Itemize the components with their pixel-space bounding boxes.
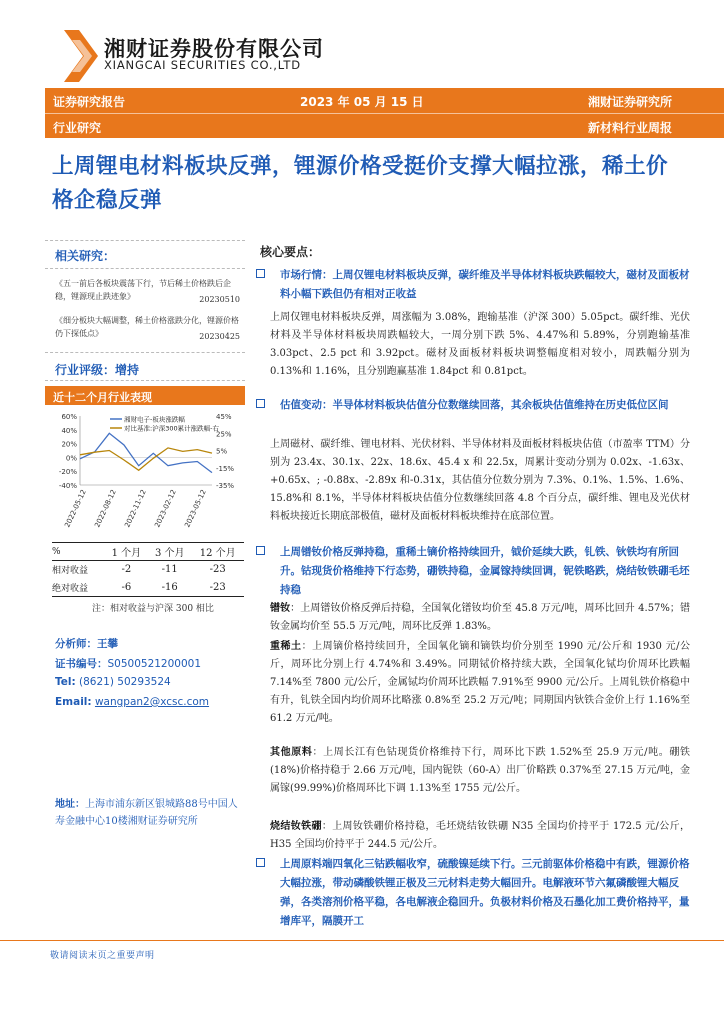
paragraph-text: ：上周镝价格持续回升，全国氧化镝和镝铁均价分别至 1990 元/公斤和 1930 元/公斤，周环比分别上行 4.74%和 3.49%。同期铽价格持续大跌，全国氧化铽均价周环比跌幅 7.14%至 7800 元/公斤，金属铽均价周环比跌幅 7.91%至 9900 元/公斤。上周钆铁价格稳中有升，钆铁全国内均价周环比略涨 0.8%至 25.2 万元/吨；同期国内钬铁合金价上行 1.16%至 61.2 万元/吨。 — [270, 641, 691, 724]
related-item-date: 20230510 — [199, 295, 240, 304]
tel-row — [55, 676, 171, 688]
paragraph — [270, 600, 690, 636]
checkbox-icon — [256, 858, 265, 867]
core-points-heading: 核心要点： — [260, 245, 321, 259]
y-left-tick-label: -20% — [58, 468, 77, 477]
cert-label: 证书编号： — [55, 658, 108, 670]
header-band-bottom — [45, 113, 724, 138]
paragraph — [270, 818, 690, 854]
header-band-top — [45, 88, 724, 113]
bullet-market — [256, 266, 696, 304]
bullet-prices — [256, 543, 696, 600]
paragraph: 上周仅锂电材料板块反弹，周涨幅为 3.08%，跑输基准（沪深 300）5.05pct。碳纤维、光伏材料及半导体材料板块周跌幅较大，一周分别下跌 5%、4.47%和 5.89%，分别跑输基准 3.03pct、2.5 pct 和 3.92pct。磁材及面板材料板块调整幅度相对较小，周跌幅分别为 0.13%和 1.16%，且分别跑赢基准 1.84pct 和 0.81pct。 — [270, 312, 690, 377]
table-header-cell: 12 个月 — [191, 543, 244, 561]
divider — [45, 240, 245, 241]
x-tick-label: 2022-05-12 — [63, 488, 88, 529]
bullet-lithium — [256, 855, 696, 931]
email-link[interactable]: wangpan2@xcsc.com — [94, 696, 210, 708]
report-category: 行业研究 — [53, 121, 102, 135]
table-cell: -6 — [105, 579, 148, 597]
y-right-tick-label: 25% — [216, 430, 232, 439]
table-cell: 相对收益 — [52, 566, 89, 577]
report-series: 新材料行业周报 — [587, 121, 672, 135]
divider — [45, 352, 245, 353]
rating-value: 增持 — [115, 363, 140, 377]
y-right-tick-label: -15% — [216, 464, 235, 473]
paragraph-text: ：上周钕铁硼价格持稳，毛坯烧结钕铁硼 N35 全国均价持平于 172.5 元/公斤，H35 全国均价持平于 244.5 元/公斤。 — [270, 821, 691, 850]
related-heading: 相关研究： — [55, 249, 116, 263]
paragraph-text: ：上周长江有色钴现货价格维持下行，周环比下跌 1.52%至 25.9 万元/吨。硼铁(18%)价格持稳于 2.66 万元/吨，国内铌铁（60-A）出厂价略跌 0.37%至 27.15 万元/吨，金属镓(99.99%)价格周环比下调 1.13%至 1755 元/公斤。 — [270, 747, 690, 794]
series-line — [80, 433, 212, 472]
divider — [45, 268, 245, 269]
company-name-cn: 湘财证券股份有限公司 — [104, 37, 324, 61]
bullet-heading: 估值变动：半导体材料板块估值分位数继续回落，其余板块估值维持在历史低位区间 — [280, 399, 669, 411]
cert-number: S0500521200001 — [107, 658, 202, 670]
table-cell: -16 — [148, 579, 191, 597]
y-right-tick-label: -35% — [216, 482, 235, 490]
paragraph-text: ：上周镨钕价格反弹后持稳，全国氧化镨钕均价至 45.8 万元/吨，周环比回升 4.57%；镨钕金属均价至 55.5 万元/吨，周环比反弹 1.83%。 — [270, 603, 690, 632]
table-cell: -11 — [161, 564, 178, 576]
related-item[interactable] — [55, 277, 240, 307]
related-item-text: 《细分板块大幅调整，稀土价格涨跌分化，锂源价格仍下探低点》 — [55, 316, 239, 338]
table-cell: -23 — [191, 579, 244, 597]
related-item-text: 《五一前后各板块震荡下行，节后稀土价格跌后企稳，锂源现止跌迹象》 — [55, 279, 231, 301]
table-row — [52, 579, 244, 597]
address-label: 地址： — [55, 799, 85, 810]
table-cell: 绝对收益 — [52, 579, 105, 597]
y-right-tick-label: 5% — [216, 447, 228, 456]
tel-number: (8621) 50293524 — [79, 676, 171, 688]
paragraph: 上周磁材、碳纤维、锂电材料、光伏材料、半导体材料及面板材料板块估值（市盈率 TTM）分别为 23.4x、30.1x、22x、18.6x、45.4 x 和 22.5x，周累计变动分别为 0.02x、-1.63x、+0.65x、; -0.88x、-2.89x 和-0.31x，其估值分位数分别为 7.3%、0.1%、1.5%、1.6%、15.8%和 8.1%，半导体材料板块估值分位数继续回落 4.8 个百分点，碳纤维、锂电及光伏材料板块接近长期底部极值，磁材及面板材料板块维持在底部位置。 — [270, 439, 690, 522]
analyst-row — [55, 636, 118, 651]
table-row — [52, 561, 244, 579]
x-tick-label: 2022-11-12 — [123, 488, 148, 529]
checkbox-icon — [256, 546, 265, 555]
table-header-row — [52, 543, 244, 561]
report-type: 证券研究报告 — [53, 95, 126, 109]
y-left-tick-label: 0% — [65, 454, 77, 463]
table-header-cell: 1 个月 — [105, 543, 148, 561]
footer-rule — [0, 940, 724, 941]
legend-label: 对比基准:沪深300累计涨跌幅-右 — [124, 424, 219, 433]
analyst-label: 分析师： — [55, 638, 97, 650]
analyst-name: 王攀 — [97, 638, 118, 650]
table-header-cell: % — [52, 543, 105, 561]
x-tick-label: 2022-08-12 — [93, 488, 118, 529]
table-cell: -23 — [209, 564, 226, 576]
cert-row — [55, 656, 201, 671]
table-cell: -2 — [121, 564, 132, 576]
tel-label: Tel: — [55, 676, 76, 688]
related-item[interactable] — [55, 314, 240, 344]
footer-disclaimer: 敬请阅读末页之重要声明 — [50, 951, 155, 961]
company-logo — [62, 28, 100, 84]
performance-heading: 近十二个月行业表现 — [45, 386, 245, 405]
divider — [45, 380, 245, 381]
institute-name: 湘财证券研究所 — [587, 95, 672, 109]
address-block — [55, 796, 245, 830]
email-label: Email: — [55, 696, 92, 708]
report-date: 2023 年 05 月 15 日 — [300, 95, 424, 109]
y-left-tick-label: 60% — [61, 413, 77, 421]
performance-table — [52, 542, 244, 597]
rating-row — [55, 361, 139, 378]
checkbox-icon — [256, 399, 265, 408]
y-right-tick-label: 45% — [216, 413, 232, 421]
bullet-heading: 上周原料端四氧化三钴跌幅收窄，硫酸镍延续下行。三元前驱体价格稳中有跌，锂源价格大幅拉涨，带动磷酸铁锂正极及三元材料走势大幅回升。电解液环节六氟磷酸锂大幅反弹，各类溶剂价格平稳，各电解液企稳回升。负极材料价格及石墨化加工费价格持平，量增库平，隔膜开工 — [280, 858, 690, 927]
bullet-heading: 市场行情：上周仅锂电材料板块反弹，碳纤维及半导体材料板块跌幅较大，磁材及面板材料小幅下跌但仍有相对正收益 — [280, 269, 690, 300]
paragraph-label: 重稀土 — [270, 641, 302, 652]
bullet-heading: 上周镨钕价格反弹持稳，重稀土镝价格持续回升，钺价延续大跌，钆铁、钬铁均有所回升。钴现货价格维持下行态势，硼铁持稳，金属镓持续回调，铌铁略跌，烧结钕铁硼毛坯持稳 — [280, 546, 690, 596]
x-tick-label: 2023-02-12 — [153, 488, 178, 529]
bullet-valuation — [256, 396, 696, 415]
report-title: 上周锂电材料板块反弹，锂源价格受挺价支撑大幅拉涨，稀土价格企稳反弹 — [52, 154, 669, 213]
performance-chart — [52, 410, 240, 538]
x-tick-label: 2023-05-12 — [183, 488, 208, 529]
rating-label: 行业评级： — [55, 363, 116, 377]
email-row — [55, 696, 209, 708]
table-note: 注：相对收益与沪深 300 相比 — [92, 604, 214, 614]
paragraph-label: 镨钕 — [270, 603, 291, 614]
y-left-tick-label: -40% — [58, 482, 77, 490]
paragraph-label: 烧结钕铁硼 — [270, 821, 322, 832]
paragraph — [270, 744, 690, 798]
company-name-en: XIANGCAI SECURITIES CO.,LTD — [104, 58, 301, 72]
y-left-tick-label: 40% — [61, 426, 77, 435]
table-header-cell: 3 个月 — [148, 543, 191, 561]
address-text: 上海市浦东新区银城路88号中国人寿金融中心10楼湘财证券研究所 — [55, 799, 238, 827]
related-item-date: 20230425 — [199, 332, 240, 341]
legend-label: 湘财电子-板块涨跌幅 — [124, 415, 185, 424]
paragraph-label: 其他原料 — [270, 747, 313, 758]
paragraph — [270, 638, 690, 728]
y-left-tick-label: 20% — [61, 440, 77, 449]
checkbox-icon — [256, 269, 265, 278]
